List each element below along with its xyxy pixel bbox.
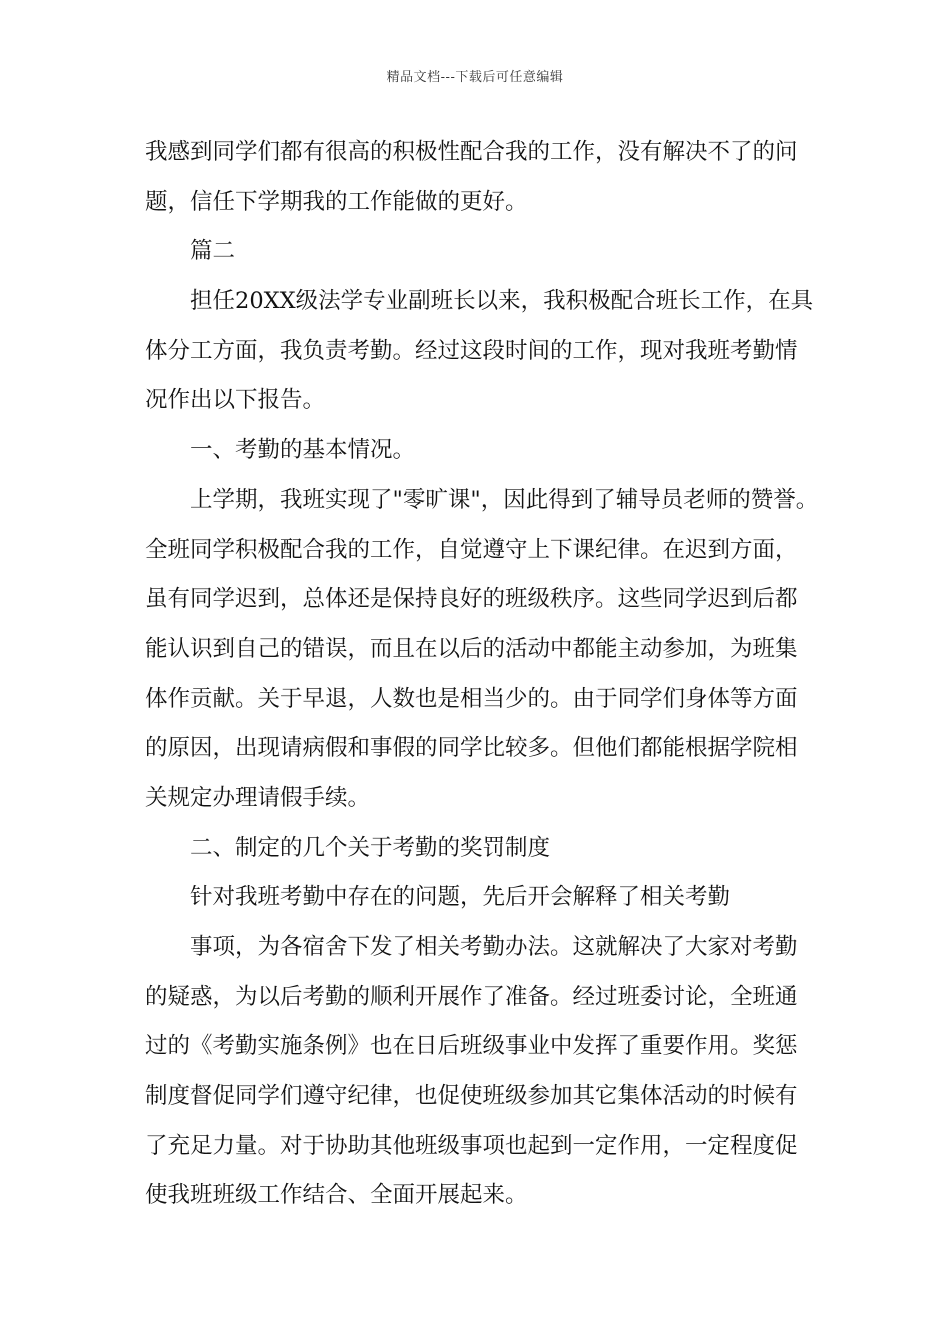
text-line: 使我班班级工作结合、全面开展起来。 [145,1182,528,1209]
text-line: 体作贡献。关于早退，人数也是相当少的。由于同学们身体等方面 [145,685,798,712]
text-line: 虽有同学迟到，总体还是保持良好的班级秩序。这些同学迟到后都 [145,586,798,613]
text-line: 过的《考勤实施条例》也在日后班级事业中发挥了重要作用。奖惩 [145,1033,798,1060]
text-line: 关规定办理请假手续。 [145,784,371,811]
text-line: 篇二 [190,238,236,265]
text-line: 全班同学积极配合我的工作，自觉遵守上下课纪律。在迟到方面， [145,536,798,563]
text-line: 我感到同学们都有很高的积极性配合我的工作，没有解决不了的问 [145,139,798,165]
text-line: 上学期，我班实现了"零旷课"，因此得到了辅导员老师的赞誉。 [190,486,819,513]
text-line: 的疑惑，为以后考勤的顺利开展作了准备。经过班委讨论，全班通 [145,983,798,1010]
text-line: 针对我班考勤中存在的问题，先后开会解释了相关考勤 [190,884,731,911]
document-body [145,132,825,1225]
text-line: 二、制定的几个关于考勤的奖罚制度 [190,834,551,861]
text-line: 题，信任下学期我的工作能做的更好。 [145,188,528,215]
page-header: 精品文档---下载后可任意编辑 [386,70,564,85]
text-line: 体分工方面，我负责考勤。经过这段时间的工作，现对我班考勤情 [145,337,798,364]
text-line: 制度督促同学们遵守纪律，也促使班级参加其它集体活动的时候有 [145,1083,798,1110]
text-line: 了充足力量。对于协助其他班级事项也起到一定作用，一定程度促 [145,1132,798,1159]
text-line: 况作出以下报告。 [145,387,326,414]
text-line: 的原因，出现请病假和事假的同学比较多。但他们都能根据学院相 [145,735,798,762]
text-line: 能认识到自己的错误，而且在以后的活动中都能主动参加，为班集 [145,635,798,662]
text-line: 一、考勤的基本情况。 [190,437,416,464]
text-line: 事项，为各宿舍下发了相关考勤办法。这就解决了大家对考勤 [190,934,798,960]
text-line: 担任20XX级法学专业副班长以来，我积极配合班长工作，在具 [190,288,814,315]
